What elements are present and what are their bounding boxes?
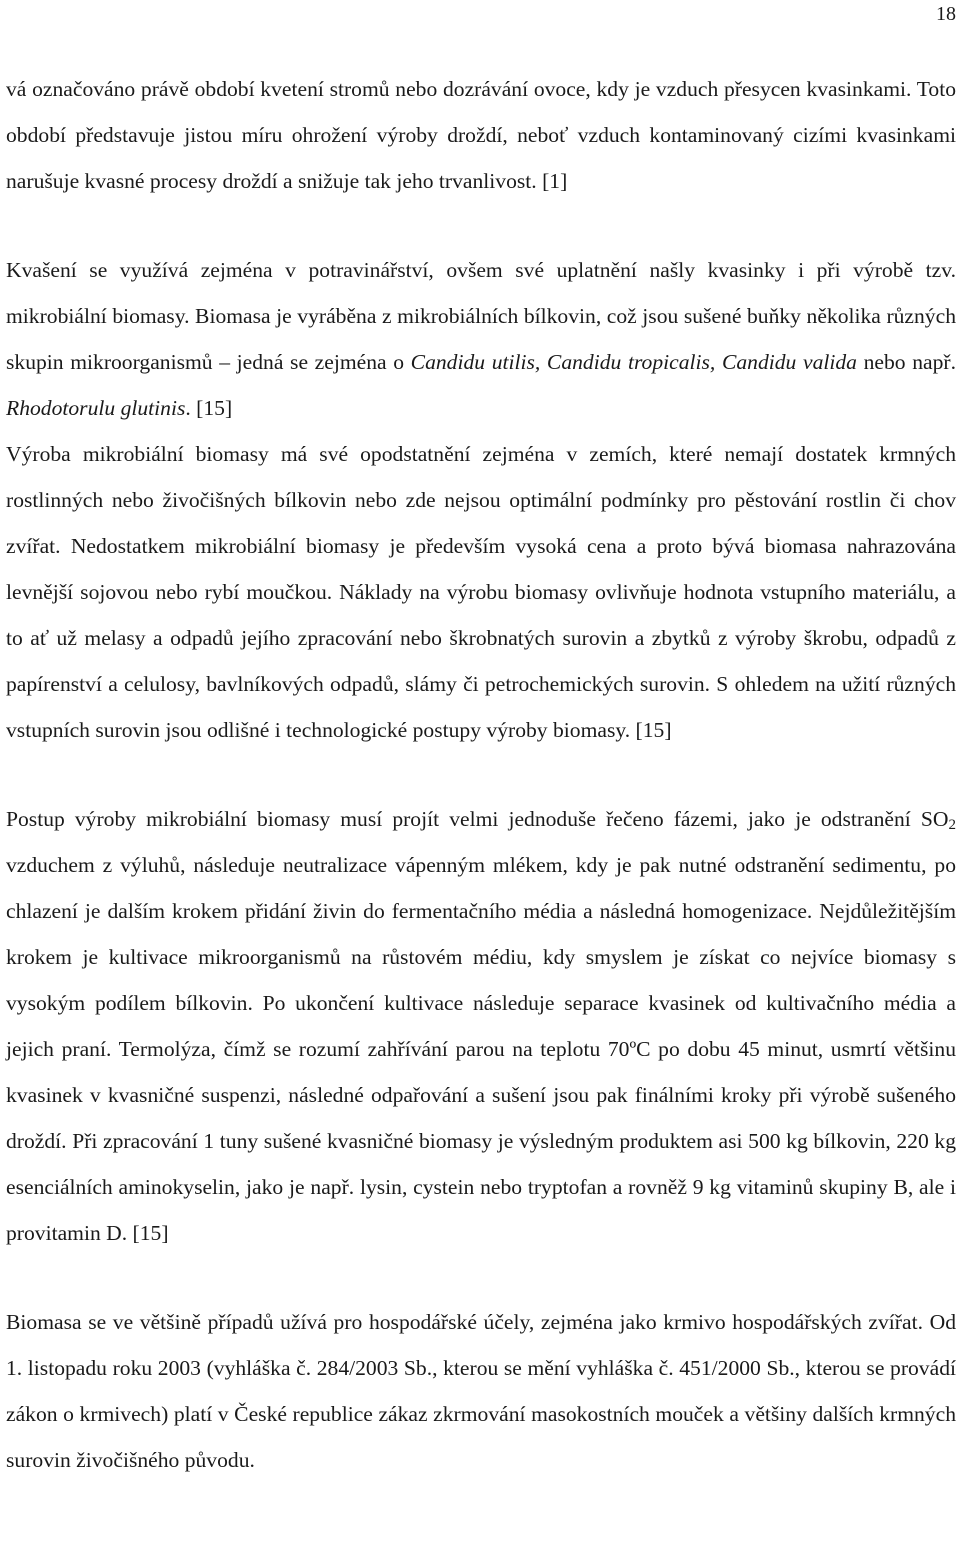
paragraph-4-text-a: Postup výroby mikrobiální biomasy musí projít velmi jednoduše řečeno fázemi, jako je odstranění SO bbox=[6, 807, 949, 831]
paragraph-2-text-b: nebo např. bbox=[856, 350, 956, 374]
document-body bbox=[6, 66, 956, 1483]
paragraph-4-text-b: vzduchem z výluhů, následuje neutralizace vápenným mlékem, kdy je pak nutné odstranění sedimentu, po chlazení je dalším krokem přidání živin do fermentačního média a následná homogenizace. Nejdůležitějším krokem je kultivace mikroorganismů na růstovém médiu, kdy smyslem je získat co nejvíce biomasy s vysokým podílem bílkovin. Po ukončení kultivace následuje separace kvasinek od kultivačního média a jejich praní. Termolýza, čímž se rozumí zahřívání parou na teplotu 70ºC po dobu 45 minut, usmrtí většinu kvasinek v kvasničné suspenzi, následné odpařování a sušení jsou pak finálními kroky při výrobě sušeného droždí. Při zpracování 1 tuny sušené kvasničné biomasy je výsledným produktem asi 500 kg bílkovin, 220 kg esenciálních aminokyselin, jako je např. lysin, cystein nebo tryptofan a rovněž 9 kg vitaminů skupiny B, ale i provitamin D. [15] bbox=[6, 853, 956, 1245]
paragraph-2 bbox=[6, 247, 956, 431]
paragraph-3: Výroba mikrobiální biomasy má své opodstatnění zejména v zemích, které nemají dostatek krmných rostlinných nebo živočišných bílkovin nebo zde nejsou optimální podmínky pro pěstování rostlin či chov zvířat. Nedostatkem mikrobiální biomasy je především vysoká cena a proto bývá biomasa nahrazována levnější sojovou nebo rybí moučkou. Náklady na výrobu biomasy ovlivňuje hodnota vstupního materiálu, a to ať už melasy a odpadů jejího zpracování nebo škrobnatých surovin a zbytků z výroby škrobu, odpadů z papírenství a celulosy, bavlníkových odpadů, slámy či petrochemických surovin. S ohledem na užití různých vstupních surovin jsou odlišné i technologické postupy výroby biomasy. [15] bbox=[6, 442, 956, 742]
paragraph-1: vá označováno právě období kvetení stromů nebo dozrávání ovoce, kdy je vzduch přesycen kvasinkami. Toto období představuje jistou míru ohrožení výroby droždí, neboť vzduch kontaminovaný cizími kvasinkami narušuje kvasné procesy droždí a snižuje tak jeho trvanlivost. [1] bbox=[6, 77, 956, 193]
paragraph-2-citation: . [15] bbox=[185, 396, 233, 420]
paragraph-2-species: Rhodotorulu glutinis bbox=[6, 396, 186, 420]
paragraph-4-subscript: 2 bbox=[948, 817, 956, 833]
paragraph-5: Biomasa se ve většině případů užívá pro hospodářské účely, zejména jako krmivo hospodářských zvířat. Od 1. listopadu roku 2003 (vyhláška č. 284/2003 Sb., kterou se mění vyhláška č. 451/2000 Sb., kterou se provádí zákon o krmivech) platí v České republice zákaz zkrmování masokostních mouček a většiny dalších krmných surovin živočišného původu. bbox=[6, 1310, 956, 1472]
paragraph-4 bbox=[6, 796, 956, 1256]
paragraph-2-species-list: Candidu utilis, Candidu tropicalis, Candidu valida bbox=[410, 350, 857, 374]
page-number: 18 bbox=[936, 3, 956, 25]
paragraph-2-text-a: Kvašení se využívá zejména v potravinářství, ovšem své uplatnění našly kvasinky i při výrobě tzv. mikrobiální biomasy. Biomasa je vyráběna z mikrobiálních bílkovin, což jsou sušené buňky několika různých skupin mikroorganismů – jedná se zejména o bbox=[6, 258, 956, 374]
